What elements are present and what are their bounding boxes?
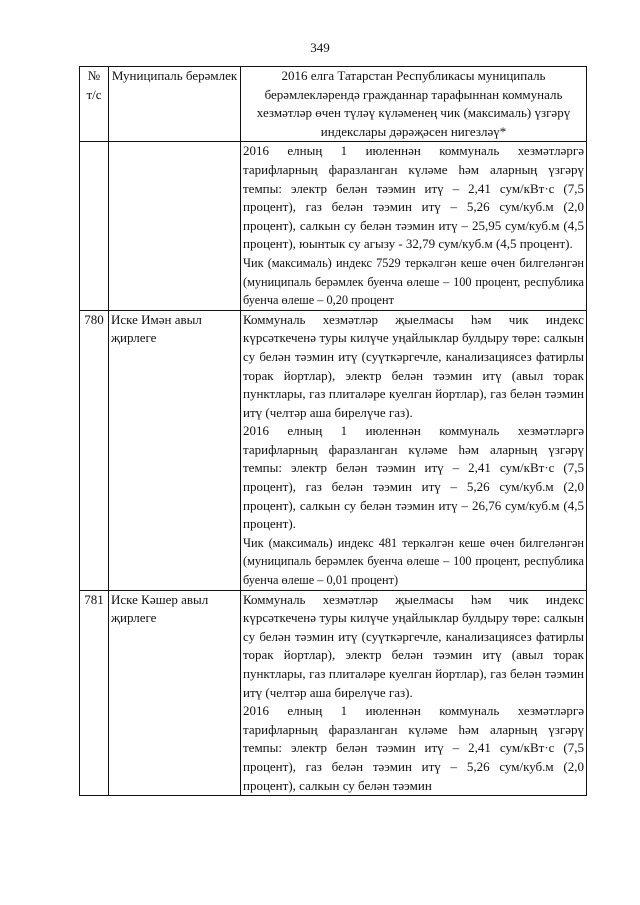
description-paragraph: Коммуналь хезмәтләр җыелмасы һәм чик индекс күрсәткеченә туры килүче уңайлыклар булдыру төре: салкын су белән тәэмин итү (суүткәргечле, канализациясез фатирлы торак йортлар), электр белән тәэмин итү (авыл торак пунктлары, газ плиталәре куелган йортлар), газ белән тәэмин итү (челтәр аша бирелүче газ).	[243, 591, 584, 700]
description-paragraph: Чик (максималь) индекс 481 теркәлгән кеше өчен билгеләнгән (муниципаль берәмлек буенча өлеше – 100 процент, республика буенча өлеше – 0,01 процент)	[243, 535, 584, 588]
row-description	[241, 310, 587, 590]
row-number: 780	[80, 310, 109, 590]
table-header-row	[80, 67, 587, 142]
table-row	[80, 310, 587, 590]
description-paragraph: Коммуналь хезмәтләр җыелмасы һәм чик индекс күрсәткеченә туры килүче уңайлыклар булдыру төре: салкын су белән тәэмин итү (суүткәргечле, канализациясез фатирлы торак йортлар), электр белән тәэмин итү (авыл торак пунктлары, газ плиталәре куелган йортлар), газ белән тәэмин итү (челтәр аша бирелүче газ).	[243, 311, 584, 420]
description-paragraph: 2016 елның 1 июленнән коммуналь хезмәтләргә тарифларның фаразланган күләме һәм аларның үзгәрү темпы: электр белән тәэмин итү – 2,41 сум/кВт·с (7,5 процент), газ белән тәэмин итү – 5,26 сум/куб.м (2,0 процент), салкын су белән тәэмин	[243, 703, 584, 793]
description-paragraph: 2016 елның 1 июленнән коммуналь хезмәтләргә тарифларның фаразланган күләме һәм аларның үзгәрү темпы: электр белән тәэмин итү – 2,41 сум/кВт·с (7,5 процент), газ белән тәэмин итү – 5,26 сум/куб.м (2,0 процент), салкын су белән тәэмин итү – 26,76 сум/куб.м (4,5 процент).	[243, 423, 584, 532]
description-paragraph: 2016 елның 1 июленнән коммуналь хезмәтләргә тарифларның фаразланган күләме һәм аларның үзгәрү темпы: электр белән тәэмин итү – 2,41 сум/кВт·с (7,5 процент), газ белән тәэмин итү – 5,26 сум/куб.м (2,0 процент), салкын су белән тәэмин итү – 25,95 сум/куб.м (4,5 процент), юынтык су агызу - 32,79 сум/куб.м (4,5 процент).	[243, 143, 584, 252]
table-row	[80, 590, 587, 796]
header-number: № т/с	[80, 67, 109, 142]
page-number: 349	[310, 40, 330, 55]
municipal-index-table	[79, 66, 587, 796]
row-municipality: Иске Имән авыл җирлеге	[109, 310, 241, 590]
row-municipality	[109, 142, 241, 310]
description-paragraph: Чик (максималь) индекс 7529 теркәлгән кеше өчен билгеләнгән (муниципаль берәмлек буенча өлеше – 100 процент, республика буенча өлеше – 0,20 процент	[243, 255, 584, 308]
row-number: 781	[80, 590, 109, 796]
table-row	[80, 142, 587, 310]
header-municipality: Муниципаль берәмлек	[109, 67, 241, 142]
row-description	[241, 590, 587, 796]
row-number	[80, 142, 109, 310]
row-description	[241, 142, 587, 310]
row-municipality: Иске Кәшер авыл җирлеге	[109, 590, 241, 796]
header-description: 2016 елга Татарстан Республикасы муниципаль берәмлекләрендә гражданнар тарафыннан коммуналь хезмәтләр өчен түләү күләменең чик (максималь) үзгәрү индекслары дәрәҗәсен нигезләү*	[241, 67, 587, 142]
